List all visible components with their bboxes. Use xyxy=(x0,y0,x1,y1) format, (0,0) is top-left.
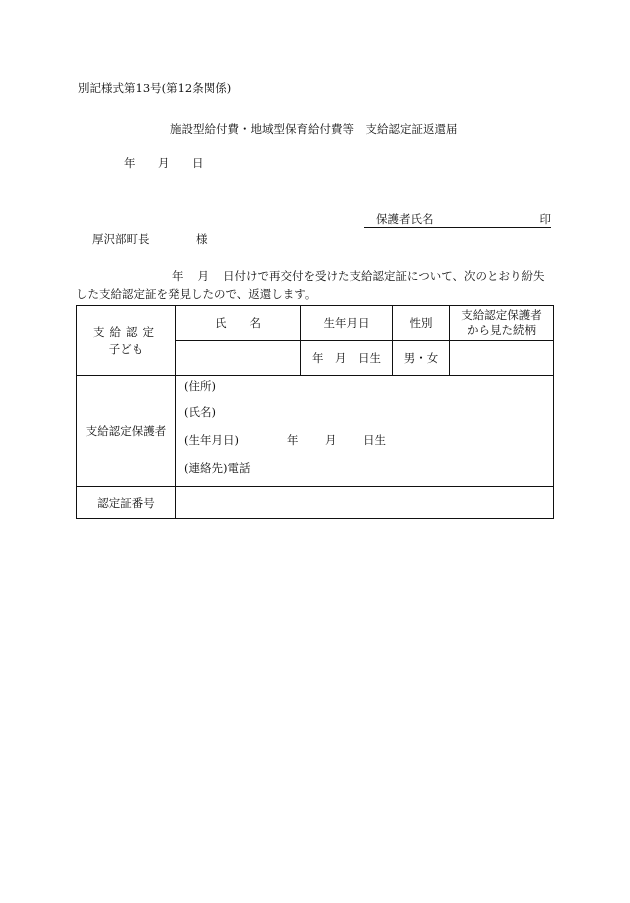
name-header: 氏 名 xyxy=(176,306,301,341)
relation-header-line2: から見た続柄 xyxy=(467,323,536,337)
child-relation-field[interactable] xyxy=(450,341,554,376)
addressee-honorific: 様 xyxy=(196,232,208,246)
date-month-label: 月 xyxy=(158,156,170,170)
child-sex-field[interactable]: 男・女 xyxy=(393,341,450,376)
child-birthdate-field[interactable]: 年 月 日生 xyxy=(301,341,393,376)
guardian-label-cell: 支給認定保護者 xyxy=(77,376,176,487)
date-year-label: 年 xyxy=(124,156,136,170)
cert-number-label: 認定証番号 xyxy=(77,487,176,519)
body-text-rest: 日付けで再交付を受けた支給認定証について、次のとおり紛失した支給認定証を発見したので、返還します。 xyxy=(76,269,545,301)
child-label-cell xyxy=(77,306,176,376)
form-table xyxy=(76,305,554,519)
guardian-info-field[interactable] xyxy=(176,376,554,487)
document-title: 施設型給付費・地域型保育給付費等 支給認定証返還届 xyxy=(170,122,458,136)
birthdate-header: 生年月日 xyxy=(301,306,393,341)
relation-header xyxy=(450,306,554,341)
guardian-birthdate-row xyxy=(184,430,553,458)
cert-number-field[interactable] xyxy=(176,487,554,519)
seal-mark: 印 xyxy=(539,212,551,226)
guardian-birthdate-label: (生年月日) xyxy=(184,433,239,447)
child-label-line2: 子ども xyxy=(108,341,144,356)
child-label-line1: 支給認定 xyxy=(93,324,159,339)
date-day-label: 日 xyxy=(192,156,204,170)
body-text xyxy=(76,267,554,303)
guardian-contact-label: (連絡先)電話 xyxy=(184,461,251,475)
relation-header-line1: 支給認定保護者 xyxy=(461,308,542,322)
sex-header: 性別 xyxy=(393,306,450,341)
guardian-name-label: 保護者氏名 xyxy=(376,212,434,226)
guardian-birth-day: 日生 xyxy=(363,433,386,447)
body-month-label: 月 xyxy=(197,269,209,283)
addressee: 厚沢部町長 xyxy=(92,232,150,246)
guardian-signature-line[interactable] xyxy=(364,211,551,228)
child-name-field[interactable] xyxy=(176,341,301,376)
guardian-address-label: (住所) xyxy=(184,379,216,393)
body-year-label: 年 xyxy=(172,269,184,283)
date-line xyxy=(124,155,204,171)
guardian-name-field-label: (氏名) xyxy=(184,405,216,419)
guardian-birth-year: 年 xyxy=(287,433,299,447)
guardian-birth-month: 月 xyxy=(325,433,337,447)
form-number: 別記様式第13号(第12条関係) xyxy=(78,81,232,95)
